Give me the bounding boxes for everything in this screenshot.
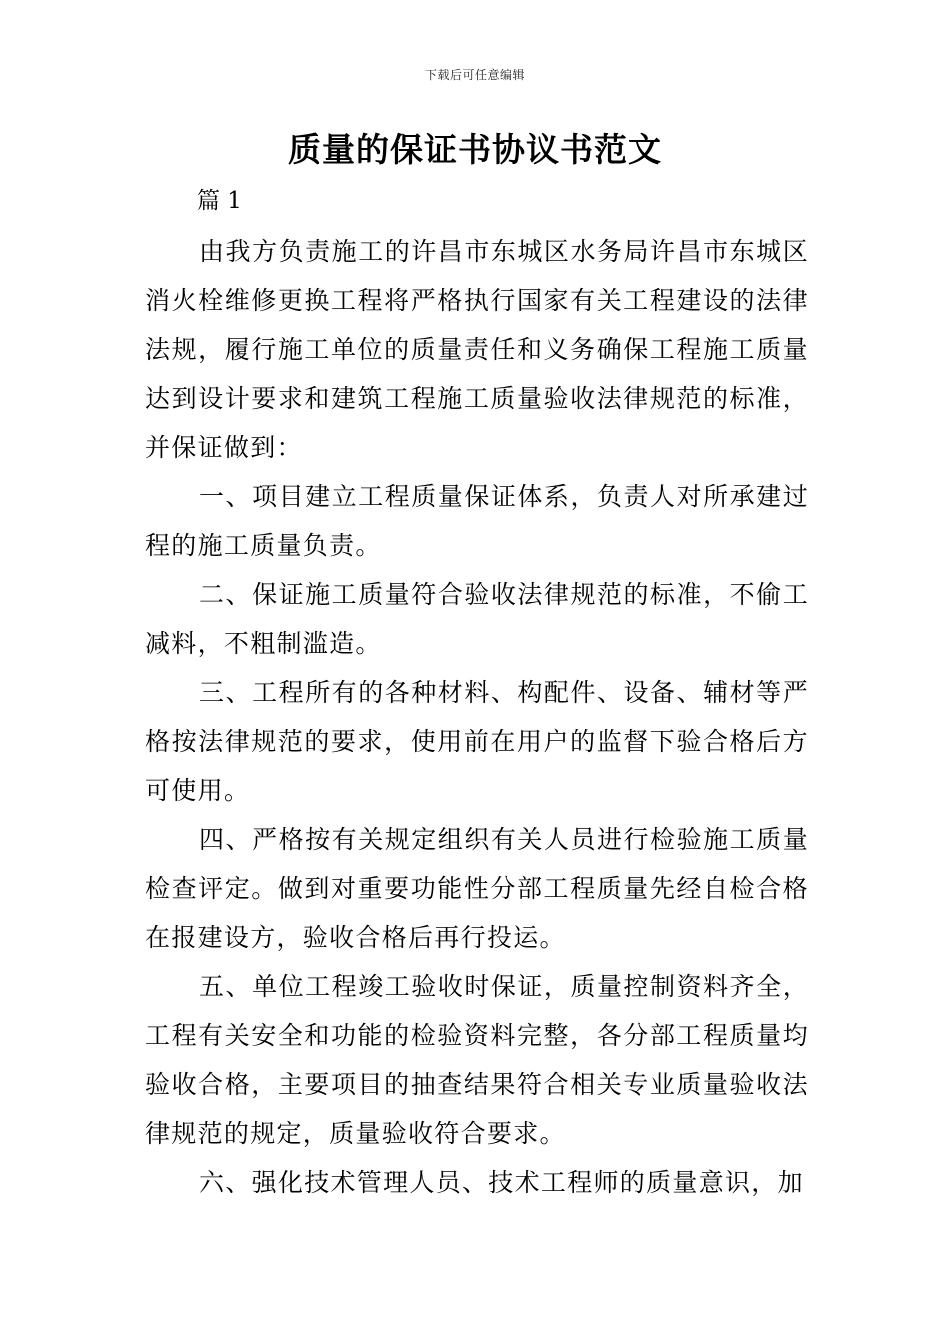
section-label: 篇 1 (197, 188, 242, 214)
header-note: 下载后可任意编辑 (424, 68, 525, 82)
paragraph-item-2: 二、保证施工质量符合验收法律规范的标准，不偷工减料，不粗制滥造。 (145, 580, 809, 658)
document-body (145, 227, 809, 1207)
document-title: 质量的保证书协议书范文 (288, 130, 662, 169)
paragraph-item-5: 五、单位工程竣工验收时保证，质量控制资料齐全，工程有关安全和功能的检验资料完整，各分部工程质量均验收合格，主要项目的抽查结果符合相关专业质量验收法律规范的规定，质量验收符合要求。 (145, 972, 809, 1148)
paragraph-item-6: 六、强化技术管理人员、技术工程师的质量意识，加 (199, 1168, 804, 1197)
paragraph-intro: 由我方负责施工的许昌市东城区水务局许昌市东城区消火栓维修更换工程将严格执行国家有关工程建设的法律法规，履行施工单位的质量责任和义务确保工程施工质量达到设计要求和建筑工程施工质量验收法律规范的标准，并保证做到： (145, 237, 809, 462)
paragraph-item-4: 四、严格按有关规定组织有关人员进行检验施工质量检查评定。做到对重要功能性分部工程质量先经自检合格在报建设方，验收合格后再行投运。 (145, 825, 809, 952)
paragraph-item-1: 一、项目建立工程质量保证体系，负责人对所承建过程的施工质量负责。 (145, 482, 809, 560)
paragraph-item-3: 三、工程所有的各种材料、构配件、设备、辅材等严格按法律规范的要求，使用前在用户的监督下验合格后方可使用。 (145, 678, 809, 805)
